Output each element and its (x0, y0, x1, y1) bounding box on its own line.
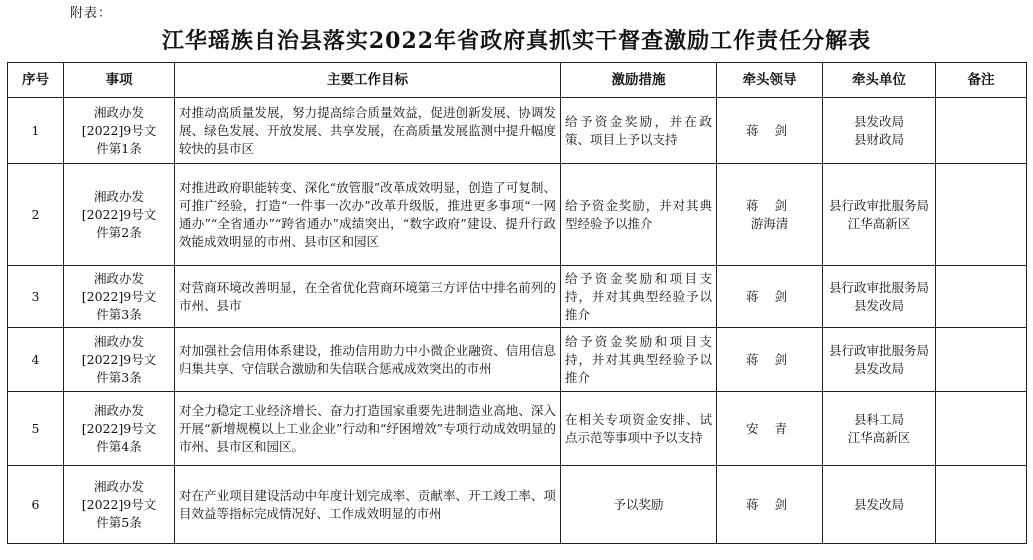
item-line: [2022]9号文 (81, 351, 157, 367)
cell-leader (717, 466, 823, 544)
leader-name: 蒋 剑 (746, 351, 793, 367)
cell-measure: 给予资金奖励和项目支持，并对其典型经验予以推介 (561, 266, 717, 328)
cell-goal: 对营商环境改善明显，在全省优化营商环境第三方评估中排名前列的市州、县市 (175, 266, 561, 328)
cell-no: 6 (8, 466, 64, 544)
cell-note (936, 266, 1027, 328)
cell-no: 2 (8, 164, 64, 266)
table-row (8, 98, 1027, 164)
unit-name: 县发改局 (853, 113, 904, 129)
header-item: 事项 (64, 63, 175, 98)
header-note: 备注 (936, 63, 1027, 98)
cell-item (64, 328, 175, 392)
item-line: [2022]9号文 (81, 420, 157, 436)
cell-unit (823, 164, 936, 266)
cell-note (936, 466, 1027, 544)
cell-note (936, 328, 1027, 392)
leader-name: 安 青 (746, 420, 793, 436)
item-line: [2022]9号文 (81, 496, 157, 512)
cell-note (936, 164, 1027, 266)
leader-name: 蒋 剑 (746, 496, 793, 512)
cell-goal: 对全力稳定工业经济增长、奋力打造国家重要先进制造业高地、深入开展“新增规模以上工业企业”行动和“纾困增效”专项行动成效明显的市州、县市区和园区。 (175, 392, 561, 466)
unit-name: 县行政审批服务局 (828, 279, 929, 295)
cell-unit (823, 466, 936, 544)
cell-note (936, 392, 1027, 466)
unit-name: 县行政审批服务局 (828, 342, 929, 358)
cell-item (64, 164, 175, 266)
cell-measure: 予以奖励 (561, 466, 717, 544)
unit-name: 县科工局 (853, 411, 904, 427)
cell-goal: 对推动高质量发展，努力提高综合质量效益，促进创新发展、协调发展、绿色发展、开放发展、共享发展，在高质量发展监测中提升幅度较快的县市区 (175, 98, 561, 164)
item-line: 湘政办发 (93, 402, 144, 418)
item-line: 件第3条 (96, 306, 142, 322)
header-goal: 主要工作目标 (175, 63, 561, 98)
table-row (8, 164, 1027, 266)
document-title: 江华瑶族自治县落实2022年省政府真抓实干督查激励工作责任分解表 (161, 28, 872, 54)
cell-item (64, 392, 175, 466)
cell-item (64, 466, 175, 544)
cell-leader (717, 98, 823, 164)
header-unit: 牵头单位 (823, 63, 936, 98)
cell-goal: 对在产业项目建设活动中年度计划完成率、贡献率、开工竣工率、项目效益等指标完成情况好、工作成效明显的市州 (175, 466, 561, 544)
table-row (8, 266, 1027, 328)
leader-name: 游海清 (750, 215, 789, 231)
leader-name: 蒋 剑 (746, 197, 793, 213)
header-measure: 激励措施 (561, 63, 717, 98)
item-line: 湘政办发 (93, 270, 144, 286)
cell-no: 1 (8, 98, 64, 164)
cell-unit (823, 392, 936, 466)
cell-note (936, 98, 1027, 164)
table-header-row (8, 63, 1027, 98)
item-line: 湘政办发 (93, 478, 144, 494)
leader-name: 蒋 剑 (746, 288, 793, 304)
responsibility-table (7, 62, 1027, 544)
cell-leader (717, 328, 823, 392)
cell-leader (717, 164, 823, 266)
unit-name: 县发改局 (853, 360, 904, 376)
item-line: 件第5条 (96, 514, 142, 530)
unit-name: 江华高新区 (847, 215, 911, 231)
item-line: 件第1条 (96, 140, 142, 156)
item-line: [2022]9号文 (81, 122, 157, 138)
table-row (8, 466, 1027, 544)
item-line: 湘政办发 (93, 104, 144, 120)
cell-no: 5 (8, 392, 64, 466)
unit-name: 县行政审批服务局 (828, 197, 929, 213)
cell-unit (823, 98, 936, 164)
item-line: 湘政办发 (93, 333, 144, 349)
table-row (8, 328, 1027, 392)
item-line: [2022]9号文 (81, 288, 157, 304)
item-line: [2022]9号文 (81, 206, 157, 222)
cell-item (64, 266, 175, 328)
item-line: 湘政办发 (93, 188, 144, 204)
cell-no: 4 (8, 328, 64, 392)
cell-measure: 在相关专项资金安排、试点示范等事项中予以支持 (561, 392, 717, 466)
unit-name: 县发改局 (853, 496, 904, 512)
unit-name: 县财政局 (853, 131, 904, 147)
cell-no: 3 (8, 266, 64, 328)
item-line: 件第2条 (96, 224, 142, 240)
leader-name: 蒋 剑 (746, 122, 793, 138)
unit-name: 江华高新区 (847, 429, 911, 445)
cell-leader (717, 392, 823, 466)
table-row (8, 392, 1027, 466)
cell-goal: 对加强社会信用体系建设，推动信用助力中小微企业融资、信用信息归集共享、守信联合激励和失信联合惩戒成效突出的市州 (175, 328, 561, 392)
cell-unit (823, 328, 936, 392)
header-leader: 牵头领导 (717, 63, 823, 98)
cell-leader (717, 266, 823, 328)
cell-measure: 给予资金奖励，并在政策、项目上予以支持 (561, 98, 717, 164)
cell-unit (823, 266, 936, 328)
cell-goal: 对推进政府职能转变、深化“放管服”改革成效明显，创造了可复制、可推广经验，打造“一件事一次办”改革升级版，推进更多事项“一网通办”“全省通办”“跨省通办”成绩突出，“数字政府”建设、提升行政效能成效明显的市州、县市区和园区 (175, 164, 561, 266)
unit-name: 县发改局 (853, 297, 904, 313)
item-line: 件第3条 (96, 369, 142, 385)
item-line: 件第4条 (96, 438, 142, 454)
appendix-label: 附表： (70, 6, 113, 21)
cell-item (64, 98, 175, 164)
cell-measure: 给予资金奖励和项目支持，并对其典型经验予以推介 (561, 328, 717, 392)
cell-measure: 给予资金奖励，并对其典型经验予以推介 (561, 164, 717, 266)
header-no: 序号 (8, 63, 64, 98)
